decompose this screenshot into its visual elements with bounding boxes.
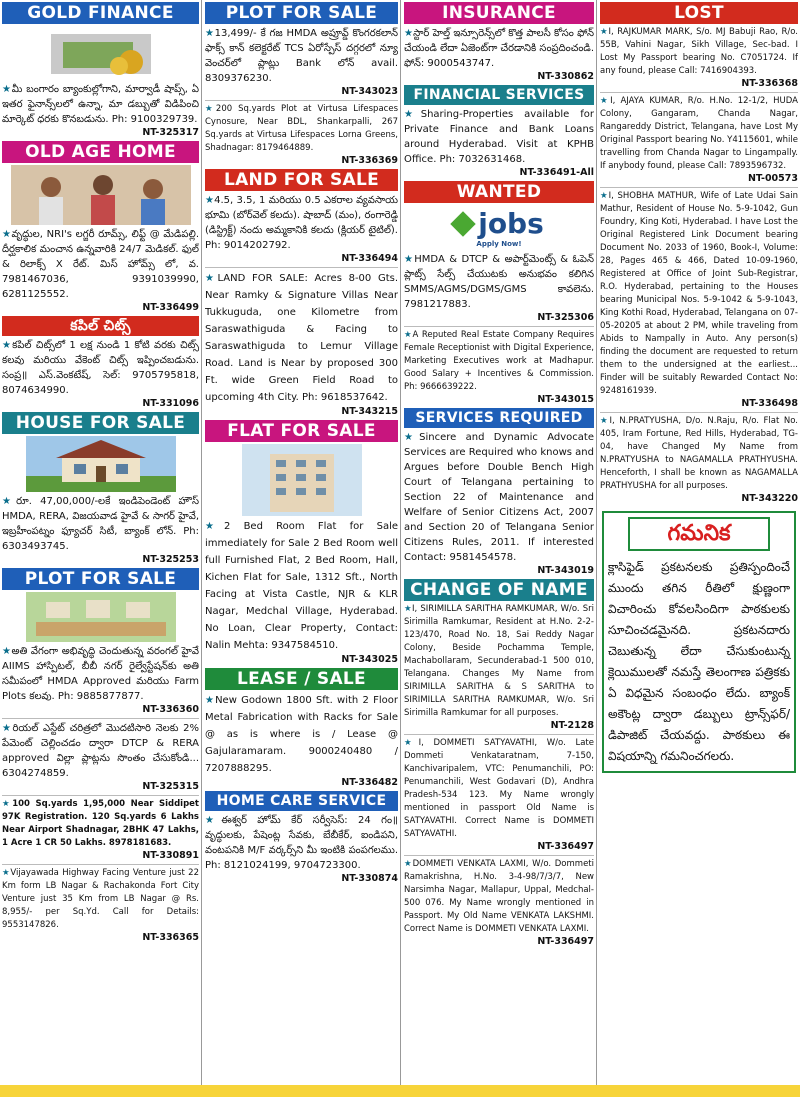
ad-code: NT-336494	[341, 253, 398, 264]
column-4	[598, 0, 800, 1085]
house-for-sale-header: HOUSE FOR SALE	[2, 412, 199, 434]
apartment-image	[242, 444, 362, 516]
gold-finance-header: GOLD FINANCE	[2, 2, 199, 24]
lost-ad: ★I, N.PRATYUSHA, D/o. N.Raju, R/o. Flat No. 405, Iram Fortune, Red Hills, Hyderabad, TG-04, have Changed My Name from N.PRATYUSHA to NAGAMALLA PRATHYUSHA. Henceforth, I shall be known as NAGAMALLA PRATHYUSHA for all purposes.	[600, 416, 798, 491]
ad-code: NT-325306	[537, 312, 594, 323]
kapil-chits-header: కపిల్ చిట్స్	[2, 316, 199, 336]
plot-ad: ★200 Sq.yards Plot at Virtusa Lifespaces Cynosure, Near BDL, Shankarpalli, 267 Sq.yards at Virtusa Lifespaces Lorna Greens, Shadnagar: 8179464889.	[205, 104, 398, 153]
insurance-ad: ★స్టార్ హెల్త్ ఇన్సూరెన్స్‌లో కొత్త పాలసీ కోసం ఫోన్ చేయండి లేదా ఏజెంట్‌గా చేరడానికి సంప్రదించండి. ఫోన్: 9000543747.	[404, 28, 594, 69]
plots-image	[26, 592, 176, 642]
plot-ad: ★13,499/- కే గజ HMDA అప్రూవ్డ్ కొంగరకలాన్ ఫాక్స్ కాన్ కలెక్టరేట్ TCS ఏరోస్పేస్ దగ్గరలో న్యూ వెంచర్‌లో ప్లాట్లు Bank లోన్ avail. 8309376230.	[205, 28, 398, 84]
land-ad: ★LAND FOR SALE: Acres 8-00 Gts. Near Ramky & Signature Villas Near Tukkuguda, one Kilometre from Saraswathiguda & Facing to Saraswathiguda to Lemur Village Road. Land is Near by proposed 300 Ft. wide Green Field Road to upcoming 4th City. Ph: 9618537642.	[205, 273, 398, 403]
ad-code: NT-336497	[537, 936, 594, 947]
wanted-ad: ★HMDA & DTCP & అపార్ట్‌మెంట్స్ & ఓపెన్ ప్లాట్స్ సేల్స్ చేయుటకు అనుభవం కలిగిన SMMS/AGMS/DGMS/GMS కావలెను. 7981217883.	[404, 254, 594, 310]
house-image	[26, 436, 176, 492]
house-for-sale-ad: ★రూ. 47,00,000/-లకే ఇండిపెండెంట్ హౌస్ HMDA, RERA, విజయవాడ హైవే & సాగర్ హైవే, ఇబ్రహీంపట్నం ఫ్యూచర్ సిటీ, బ్యాంక్ లోన్. Ph: 6303493745.	[2, 496, 199, 552]
change-name-ad: ★I, SIRIMILLA SARITHA RAMKUMAR, W/o. Sri Sirimilla Ramkumar, Resident at H.No. 2-2-123/470, Road No. 18, Sai Reddy Nagar Colony, Beside Pochamma Temple, Machabollaram, Secunderabad-1 500 010, Telangana. Changes My Name from SIRIMILLA SARITHA & S SARITHA to SIRIMILLA SARITHA RAMKUMAR, W/o. Sri Sirimilla Ramkumar for all purposes.	[404, 604, 594, 718]
column-2	[203, 0, 401, 1085]
ad-code: NT-325315	[142, 781, 199, 792]
ad-code: NT-331096	[142, 398, 199, 409]
plot-for-sale-header-1: PLOT FOR SALE	[2, 568, 199, 590]
ad-code: NT-336482	[341, 777, 398, 788]
old-age-home-header: OLD AGE HOME	[2, 141, 199, 163]
column-1	[0, 0, 202, 1085]
wanted-ad: ★A Reputed Real Estate Company Requires Female Receptionist with Digital Experience, Marketing Executives work at Madhapur. Good Salary + Incentives & Commission. Ph: 9666639222.	[404, 330, 594, 392]
home-care-ad: ★ఈశ్వర్ హోమ్ కేర్ సర్వీసెస్: 24 గం॥ వృద్ధులకు, పేషెంట్ల సేవకు, బేబీకేర్, ఐండిపని, వంటపనికి M/F వర్కర్స్‌ని మీ ఇంటికి పంపగలము. Ph: 8121024199, 9704723300.	[205, 815, 398, 871]
ad-code: NT-343025	[341, 654, 398, 665]
land-for-sale-header: LAND FOR SALE	[205, 169, 398, 191]
notice-text: క్లాసిఫైడ్ ప్రకటనలకు ప్రతిస్పందించే ముందు తగిన రీతిలో క్షుణ్ణంగా విచారించు కోవలసిందిగా పాఠకులకు సూచించడమైనది. ప్రకటనదారు చెబుతున్న లేదా చేసుకుంటున్న క్లెయిములతో నమస్తే తెలంగాణ పత్రికకు ఏ విధమైన సంబంధం లేదు. బ్యాంక్ అకౌంట్ల ద్వారా డబ్బులు ట్రాన్స్‌ఫర్/డిపాజిట్ చేయవద్దు. పాఠకులు ఈ విషయాన్ని గమనించగలరు.	[608, 560, 790, 763]
ad-code: NT-336368	[741, 78, 798, 89]
land-ad: ★4.5, 3.5, 1 మరియు 0.5 ఎకరాల వ్యవసాయ భూమి (బోర్‌వెల్ కలదు). షాబాద్ (మం), రంగారెడ్డి (డిస్ట్రిక్ట్) నందు అమ్మకానికి కలదు (క్లియర్ టైటిల్). Ph: 9014202792.	[205, 195, 398, 251]
ad-code: NT-330862	[537, 71, 594, 82]
ad-code: NT-325253	[142, 554, 199, 565]
plot-ad: ★100 Sq.yards 1,95,000 Near Siddipet 97K Registration. 120 Sq.yards 6 Lakhs Near Airport Shadnagar, 2BHK 47 Lakhs, 1 Acre 1 CR 50 Lakhs. 8978181683.	[2, 799, 199, 848]
ad-code: NT-2128	[550, 720, 594, 731]
insurance-header: INSURANCE	[404, 2, 594, 24]
plot-ad: ★అతి వేగంగా అభివృద్ధి చెందుతున్న వరంగల్ హైవే AIIMS హాస్పిటల్, బీబీ నగర్ రైల్వేస్టేషన్‌కు అతి సమీపంలో HMDA Approved మరియు Farm Plots కలవు. Ph: 9885877877.	[2, 646, 199, 702]
ad-code: NT-336498	[741, 398, 798, 409]
change-name-ad: ★DOMMETI VENKATA LAXMI, W/o. Dommeti Ramakrishna, H.No. 3-4-98/7/3/7, New Narsimha Nagar, Mallapur, Uppal, Medchal-500 076. My Name wrongly mentioned in Passport. My Old Name VENKATA LAKSHMI. Correct Name is DOMMETI VENKATA LAXMI.	[404, 859, 594, 934]
change-of-name-header: CHANGE OF NAME	[404, 579, 594, 601]
flat-for-sale-header: FLAT FOR SALE	[205, 420, 398, 442]
plot-ad: ★Vijayawada Highway Facing Venture just 22 Km form LB Nagar & Rachakonda Fort City Venture just 35 Km from LB Nagar @ Rs. 8,955/- per Sq.Yd. Call for Details: 9553147826.	[2, 868, 199, 930]
ad-code: NT-343023	[341, 86, 398, 97]
wanted-header: WANTED	[404, 181, 594, 203]
services-required-header: SERVICES REQUIRED	[404, 408, 594, 428]
change-name-ad: ★I, DOMMETI SATYAVATHI, W/o. Late Dommeti Venkataratnam, 7-150, Kanchivaripalem, VTC: Penumanchili, PO: Penumanchili, West Godavari (D), Andhra Pradesh-534 123. My Name wrongly mentioned in passport Old Name is SATYAVATHI. Correct Name is DOMMETI SATYAVATHI.	[404, 738, 594, 839]
ad-code: NT-336499	[142, 302, 199, 313]
column-3	[402, 0, 597, 1085]
old-age-home-ad: ★వృద్ధుల, NRI's లగ్జరీ రూమ్స్, లిఫ్ట్ @ మేడిపల్లి. దీర్ఘకాలిక మంచాన ఉన్నవారికి 24/7 మెడికల్. ఫుల్ & రిలాక్స్ X రేట్. మిస్ హోమ్స్ లో, వ. 7981467036, 9391039990, 6281125552.	[2, 229, 199, 300]
notice-title: గమనిక	[628, 517, 770, 551]
notice-box	[602, 511, 796, 773]
lease-sale-header: LEASE / SALE	[205, 668, 398, 690]
ad-code: NT-00573	[747, 173, 798, 184]
ad-code: NT-330891	[142, 850, 199, 861]
plot-ad: ★రియల్ ఎస్టేట్ చరిత్రలో మొదటిసారి నెలకు 2% పేమెంట్ చెల్లించడం ద్వారా DTCP & RERA approved విల్లా ప్లాట్లను సొంతం చేసుకోండి... 6304274859.	[2, 723, 199, 779]
ad-code: NT-336365	[142, 932, 199, 943]
lost-header: LOST	[600, 2, 798, 24]
ad-code: NT-343215	[341, 406, 398, 417]
plot-for-sale-header-2: PLOT FOR SALE	[205, 2, 398, 24]
lost-ad: ★I, SHOBHA MATHUR, Wife of Late Udai Sain Mathur, Resident of House No. 5-9-1042, Gun Foundry, King Koti, Hyderabad. I have Lost the Original Registered Link Document bearing Document No. 2033 of 1960, Book-I, Volume: 28, Pages 465 & 466, Dated 10-09-1960, Registered at Office of Joint Sub-Registrar, R.O. Hyderabad, pertaining to the Houses bearing Municipal Nos. 5-9-1042 & 5-9-1043, King Kothi Road, Hyderabad, Telangana on 07-05-20205 at about 2 PM, while traveling from Abids to Nampally in Auto. Any person(s) finding the document are requested to return them to the undersigned at the earliest... Finder will be suitably Rewarded Contact No: 9248161939.	[600, 191, 798, 396]
ad-code: NT-343220	[741, 493, 798, 504]
ad-code: NT-336369	[341, 155, 398, 166]
flat-ad: ★2 Bed Room Flat for Sale immediately for Sale 2 Bed Room well full Furnished Flat, 2 Bed Room, Hall, Kichen Flat for Sale, 1312 Sft., North Facing at Vista Castle, NJR & KLR Nagar, Medchal Village, Hyderabad. No Loan, Clear Property, Contact: Nalin Mehta: 9347584510.	[205, 521, 398, 651]
financial-services-header: FINANCIAL SERVICES	[404, 85, 594, 105]
ad-code: NT-336491-All	[519, 167, 594, 178]
ad-code: NT-343019	[537, 565, 594, 576]
lease-ad: ★New Godown 1800 Sft. with 2 Floor Metal Fabrication with Racks for Sale @ as is where is / Lease @ Gajularamaram. 9000240480 / 7207888295.	[205, 695, 398, 774]
lost-ad: ★I, AJAYA KUMAR, R/o. H.No. 12-1/2, HUDA Colony, Gangaram, Chanda Nagar, Rangareddy District, Telangana, have Lost My Original Passport bearing No. Y4115601, while travelling from Chanda Nagar to Lingampally. If anybody found, please Call: 7893596732.	[600, 96, 798, 171]
lost-ad: ★I, RAJKUMAR MARK, S/o. MJ Babuji Rao, R/o. 55B, Vahini Nagar, Sikh Village, Sec-bad. I Lost My Passport bearing No. C7051724. If any found, please Call: 7416904393.	[600, 27, 798, 76]
bottom-strip	[0, 1085, 800, 1097]
home-care-header: HOME CARE SERVICE	[205, 791, 398, 811]
ad-code: NT-343015	[537, 394, 594, 405]
old-age-home-image	[11, 165, 191, 225]
jobs-logo: jobs Apply Now!	[404, 207, 594, 248]
gold-finance-image	[41, 26, 161, 80]
kapil-chits-ad: ★కపిల్ చిట్స్‌లో 1 లక్ష నుండి 1 కోటి వరకు చిట్స్ కలవు మరియు వేకెంట్ చిట్స్ ఇప్పించబడును. సంప్ర॥ ఎస్.వెంకటేష్, సెల్: 9705795818, 8074634990.	[2, 340, 199, 396]
ad-code: NT-325317	[142, 127, 199, 138]
gold-finance-ad: ★మీ బంగారం బ్యాంకుల్లోగాని, మార్వాడీ షాప్స్, ఏ ఇతర ఫైనాన్స్‌లలో ఉన్నా, మా డబ్బుతో విడిపించి మార్కెట్ ధరకు కొనబడును. Ph: 9100329739.	[2, 84, 199, 125]
services-ad: ★Sincere and Dynamic Advocate Services are Required who knows and Argues before Double Bench High Court of Telangana pertaining to Section 22 of Maintenance and Welfare of Senior Citizens Act, 2007 and Section 20 of Telangana Senior Citizens Rules, 2011. If interested Contact: 9581454578.	[404, 432, 594, 563]
ad-code: NT-330874	[341, 873, 398, 884]
financial-ad: ★Sharing-Properties available for Private Finance and Bank Loans around Hyderabad. Visit at KPHB Office. Ph: 7032631468.	[404, 109, 594, 165]
ad-code: NT-336360	[142, 704, 199, 715]
ad-code: NT-336497	[537, 841, 594, 852]
